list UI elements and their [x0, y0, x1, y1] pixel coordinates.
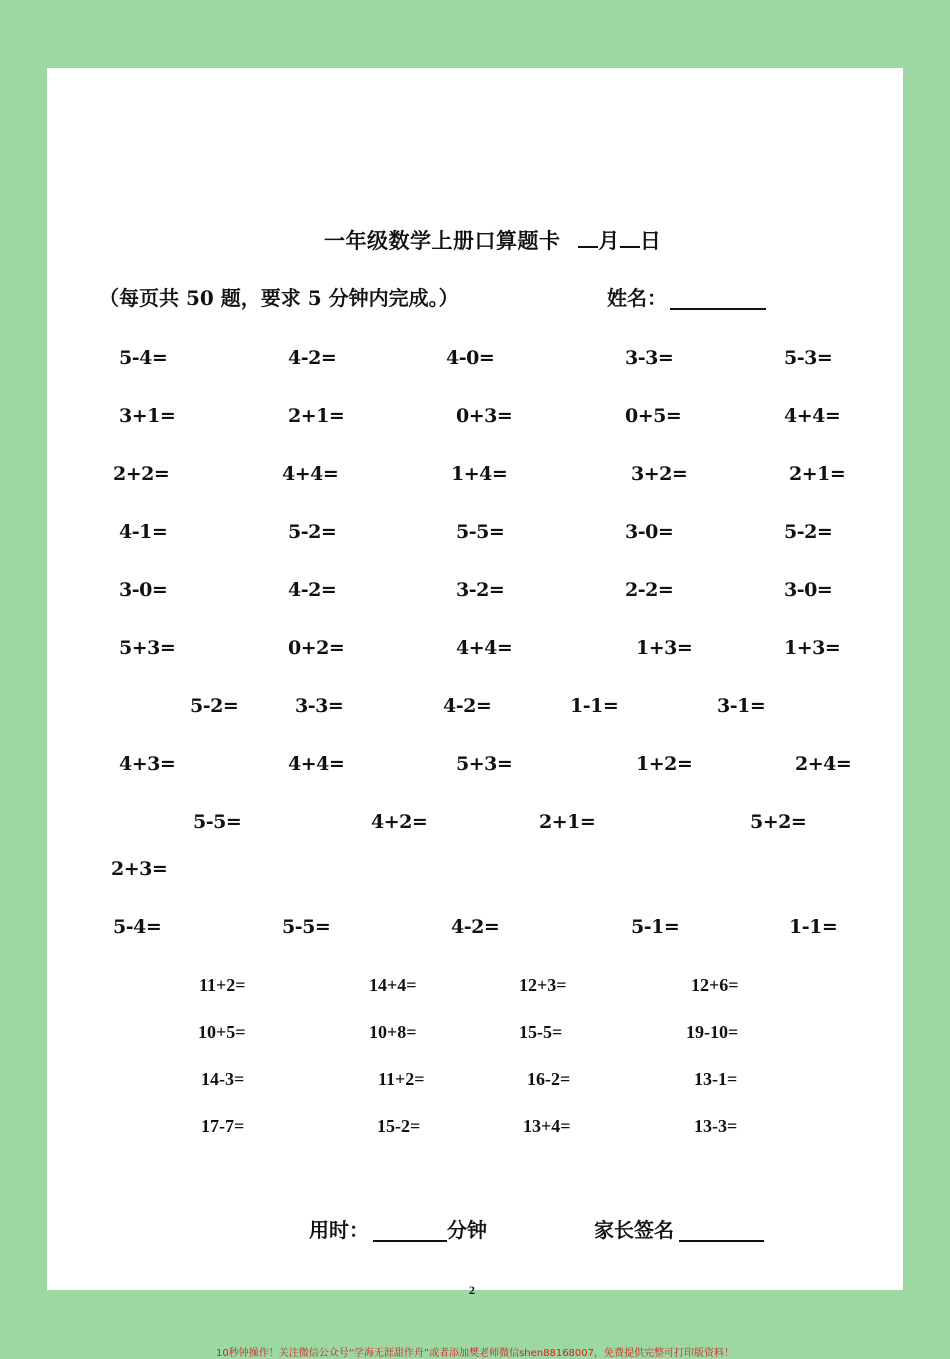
problem: 10+8= [369, 1022, 417, 1042]
page-number: 2 [469, 1283, 475, 1297]
problem: 13-1= [694, 1069, 738, 1089]
promo-notice: 10秒钟操作！关注微信公众号“学海无涯甜作舟”或者添加樊老师微信shen88168007，免费提供完整可打印版资料！ [215, 1348, 735, 1359]
problem: 5-2= [784, 521, 833, 543]
problem: 4-2= [288, 347, 337, 369]
name-label: 姓名： [607, 286, 667, 310]
problem: 2+1= [539, 811, 596, 833]
problem: 16-2= [527, 1069, 571, 1089]
problem: 1+3= [636, 637, 693, 659]
problem: 5+2= [750, 811, 807, 833]
problem: 5+3= [456, 753, 513, 775]
problem: 1-1= [789, 916, 838, 938]
worksheet-page [47, 68, 903, 1297]
problem: 2+1= [288, 405, 345, 427]
minutes-label: 分钟 [447, 1218, 487, 1242]
problem: 2+4= [795, 753, 852, 775]
problem: 1+4= [451, 463, 508, 485]
problem: 5-1= [631, 916, 680, 938]
problem: 4-2= [288, 579, 337, 601]
name-line [670, 308, 766, 310]
problem: 4-2= [443, 695, 492, 717]
problem: 5+3= [119, 637, 176, 659]
problem: 15-5= [519, 1022, 563, 1042]
problem: 1-1= [570, 695, 619, 717]
day-blank [620, 228, 640, 248]
problem: 12+6= [691, 975, 739, 995]
problem: 4-0= [446, 347, 495, 369]
problem: 11+2= [378, 1069, 425, 1089]
problem: 0+2= [288, 637, 345, 659]
problem: 3-0= [784, 579, 833, 601]
problem: 19-10= [686, 1022, 739, 1042]
problem: 2+3= [111, 858, 168, 880]
problem: 3-3= [295, 695, 344, 717]
problem: 5-4= [113, 916, 162, 938]
problem: 4+4= [784, 405, 841, 427]
problem: 2+2= [113, 463, 170, 485]
problem: 5-5= [282, 916, 331, 938]
month-blank [578, 228, 598, 248]
problem: 3-3= [625, 347, 674, 369]
problem: 14+4= [369, 975, 417, 995]
problem: 0+3= [456, 405, 513, 427]
instructions: （每页共 50 题，要求 5 分钟内完成。） [99, 286, 459, 310]
problem: 3-0= [625, 521, 674, 543]
problem: 3-0= [119, 579, 168, 601]
problem: 3+2= [631, 463, 688, 485]
problem: 5-5= [456, 521, 505, 543]
problem: 4+2= [371, 811, 428, 833]
problem: 5-2= [288, 521, 337, 543]
day-label: 日 [639, 228, 662, 253]
problem: 10+5= [198, 1022, 246, 1042]
problem: 5-2= [190, 695, 239, 717]
problem: 5-5= [193, 811, 242, 833]
problem: 13-3= [694, 1116, 738, 1136]
problem: 4+4= [288, 753, 345, 775]
problem: 4+4= [456, 637, 513, 659]
month-label: 月 [598, 228, 620, 253]
problem: 4+3= [119, 753, 176, 775]
problem: 1+3= [784, 637, 841, 659]
problem: 14-3= [201, 1069, 245, 1089]
problem: 5-4= [119, 347, 168, 369]
time-line [373, 1240, 447, 1242]
problem: 2-2= [625, 579, 674, 601]
problem: 3-1= [717, 695, 766, 717]
problem: 1+2= [636, 753, 693, 775]
problem: 5-3= [784, 347, 833, 369]
problem: 3-2= [456, 579, 505, 601]
problem: 2+1= [789, 463, 846, 485]
parent-sign-label: 家长签名 [594, 1218, 674, 1242]
problem: 17-7= [201, 1116, 245, 1136]
problem: 3+1= [119, 405, 176, 427]
problem: 4-1= [119, 521, 168, 543]
problem: 4-2= [451, 916, 500, 938]
parent-sign-line [679, 1240, 764, 1242]
problem: 15-2= [377, 1116, 421, 1136]
problem: 4+4= [282, 463, 339, 485]
problem: 12+3= [519, 975, 567, 995]
title-text: 一年级数学上册口算题卡 [324, 228, 561, 253]
problem: 11+2= [199, 975, 246, 995]
time-label: 用时： [309, 1218, 369, 1242]
worksheet-title [324, 228, 661, 251]
problem: 13+4= [523, 1116, 571, 1136]
problem: 0+5= [625, 405, 682, 427]
